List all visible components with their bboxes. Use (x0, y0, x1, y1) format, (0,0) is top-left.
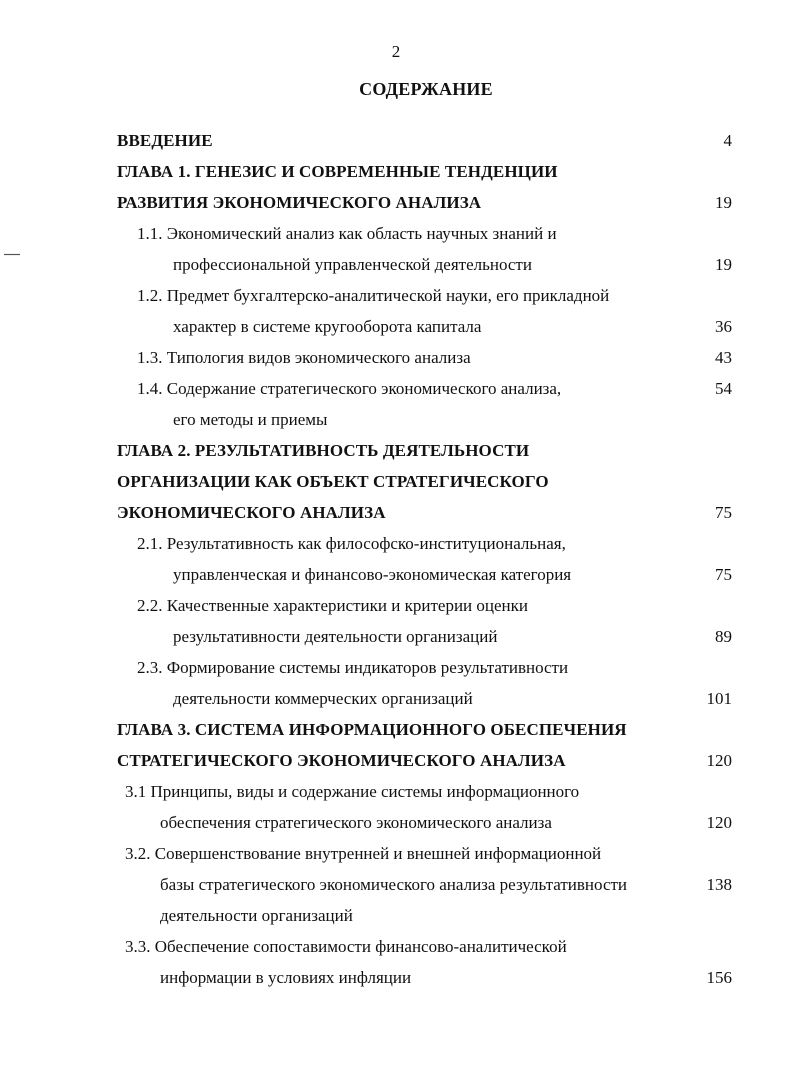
toc-section-2-2-page: 89 (715, 627, 732, 646)
page-number: 2 (391, 42, 401, 61)
toc-section-3-1-line1: 3.1 Принципы, виды и содержание системы информационного (125, 782, 580, 801)
toc-section-3-3-page: 156 (706, 968, 732, 987)
toc-section-1-2-page: 36 (715, 317, 732, 336)
toc-chapter-2-line1: ГЛАВА 2. РЕЗУЛЬТАТИВНОСТЬ ДЕЯТЕЛЬНОСТИ (117, 441, 530, 460)
toc-section-3-2-line2: базы стратегического экономического анализа результативности (160, 875, 628, 894)
toc-section-2-3-page: 101 (706, 689, 732, 708)
toc-intro-page: 4 (723, 131, 732, 150)
toc-section-1-3-line1: 1.3. Типология видов экономического анализа (137, 348, 471, 367)
scan-mark (4, 253, 20, 256)
toc-section-1-1-line1: 1.1. Экономический анализ как область научных знаний и (137, 224, 557, 243)
toc-intro-label: ВВЕДЕНИЕ (117, 131, 213, 150)
toc-section-1-4-page: 54 (715, 379, 732, 398)
toc-chapter-1-line1: ГЛАВА 1. ГЕНЕЗИС И СОВРЕМЕННЫЕ ТЕНДЕНЦИИ (117, 162, 558, 181)
toc-chapter-3-line2: СТРАТЕГИЧЕСКОГО ЭКОНОМИЧЕСКОГО АНАЛИЗА (117, 751, 566, 770)
toc-section-1-4-line1: 1.4. Содержание стратегического экономического анализа, (137, 379, 562, 398)
toc-chapter-2-line3: ЭКОНОМИЧЕСКОГО АНАЛИЗА (117, 503, 386, 522)
toc-section-3-1-page: 120 (706, 813, 732, 832)
toc-section-3-2-page: 138 (706, 875, 732, 894)
toc-chapter-2-page: 75 (715, 503, 732, 522)
toc-section-1-1-line2: профессиональной управленческой деятельности (173, 255, 532, 274)
toc-section-2-3-line2: деятельности коммерческих организаций (173, 689, 473, 708)
toc-section-2-3-line1: 2.3. Формирование системы индикаторов результативности (137, 658, 569, 677)
toc-section-3-2-line3: деятельности организаций (160, 906, 353, 925)
toc-section-1-1-page: 19 (715, 255, 732, 274)
toc-chapter-2-line2: ОРГАНИЗАЦИИ КАК ОБЪЕКТ СТРАТЕГИЧЕСКОГО (117, 472, 549, 491)
toc-section-2-1-page: 75 (715, 565, 732, 584)
toc-section-1-3-page: 43 (715, 348, 732, 367)
toc-section-1-2-line2: характер в системе кругооборота капитала (173, 317, 482, 336)
toc-chapter-3-page: 120 (706, 751, 732, 770)
toc-chapter-1-page: 19 (715, 193, 732, 212)
toc-section-3-2-line1: 3.2. Совершенствование внутренней и внешней информационной (125, 844, 602, 863)
toc-chapter-1-line2: РАЗВИТИЯ ЭКОНОМИЧЕСКОГО АНАЛИЗА (117, 193, 482, 212)
toc-section-3-1-line2: обеспечения стратегического экономического анализа (160, 813, 552, 832)
toc-section-2-1-line2: управленческая и финансово-экономическая категория (173, 565, 572, 584)
toc-section-2-1-line1: 2.1. Результативность как философско-институциональная, (137, 534, 566, 553)
toc-section-2-2-line2: результативности деятельности организаций (173, 627, 498, 646)
toc-title: СОДЕРЖАНИЕ (359, 79, 493, 99)
toc-chapter-3-line1: ГЛАВА 3. СИСТЕМА ИНФОРМАЦИОННОГО ОБЕСПЕЧЕНИЯ (117, 720, 627, 739)
toc-section-1-2-line1: 1.2. Предмет бухгалтерско-аналитической науки, его прикладной (137, 286, 610, 305)
toc-section-1-4-line2: его методы и приемы (173, 410, 328, 429)
toc-section-3-3-line1: 3.3. Обеспечение сопоставимости финансово-аналитической (125, 937, 567, 956)
toc-section-2-2-line1: 2.2. Качественные характеристики и критерии оценки (137, 596, 528, 615)
toc-section-3-3-line2: информации в условиях инфляции (160, 968, 412, 987)
